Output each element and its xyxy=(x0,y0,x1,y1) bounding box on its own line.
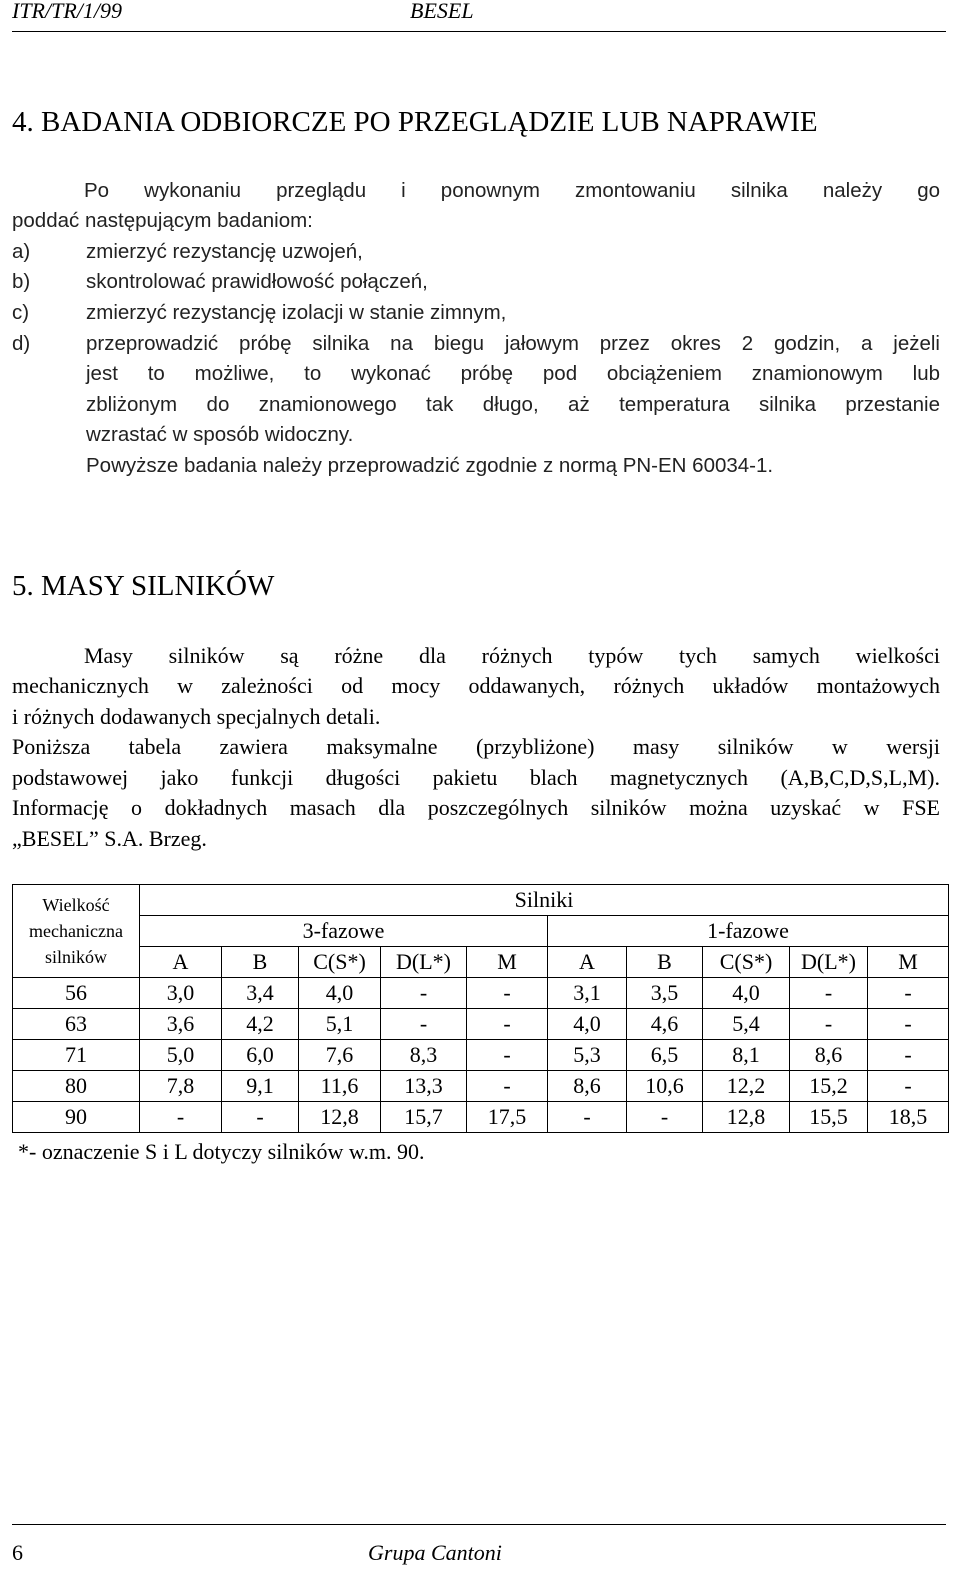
table-subheader-3phase: 3-fazowe xyxy=(140,916,548,947)
table-cell: - xyxy=(467,1040,548,1071)
table-row-header: Wielkość mechaniczna silników xyxy=(13,885,140,978)
table-cell: 15,2 xyxy=(790,1071,868,1102)
table-cell: 3,6 xyxy=(140,1009,222,1040)
page-number: 6 xyxy=(12,1540,23,1565)
table-cell: 4,6 xyxy=(627,1009,703,1040)
paragraph-line: Masy silników są różne dla różnych typów tych samych wielkości xyxy=(84,643,940,668)
motor-mass-table xyxy=(12,884,949,1133)
table-cell: - xyxy=(868,1009,949,1040)
table-cell: - xyxy=(868,978,949,1009)
paragraph-line: „BESEL” S.A. Brzeg. xyxy=(12,826,207,851)
table-cell: 11,6 xyxy=(299,1071,381,1102)
list-item-line: przeprowadzić próbę silnika na biegu jałowym przez okres 2 godzin, a jeżeli xyxy=(86,332,940,355)
list-item-line: jest to możliwe, to wykonać próbę pod obciążeniem znamionowym lub xyxy=(86,362,940,385)
list-item-label: d) xyxy=(12,332,31,355)
table-cell: 4,2 xyxy=(222,1009,299,1040)
column-header: D(L*) xyxy=(790,947,868,978)
list-item-label: b) xyxy=(12,270,31,293)
section-4-title: 4. BADANIA ODBIORCZE PO PRZEGLĄDZIE LUB NAPRAWIE xyxy=(12,106,818,138)
table-cell: 56 xyxy=(13,978,140,1009)
table-cell: - xyxy=(868,1040,949,1071)
table-cell: 5,3 xyxy=(548,1040,627,1071)
table-cell: 71 xyxy=(13,1040,140,1071)
intro-line-1: Po wykonaniu przeglądu i ponownym zmontowaniu silnika należy go xyxy=(84,179,940,202)
table-cell: 8,1 xyxy=(703,1040,790,1071)
footer-rule xyxy=(12,1524,946,1525)
header-rule xyxy=(12,31,946,32)
table-cell: - xyxy=(222,1102,299,1133)
table-group-header: Silniki xyxy=(140,885,949,916)
column-header: B xyxy=(627,947,703,978)
list-item: zmierzyć rezystancję izolacji w stanie zimnym, xyxy=(86,301,507,324)
table-cell: 8,6 xyxy=(790,1040,868,1071)
table-cell: 4,0 xyxy=(548,1009,627,1040)
paragraph-line: Poniższa tabela zawiera maksymalne (przybliżone) masy silników w wersji xyxy=(12,734,940,759)
table-cell: 17,5 xyxy=(467,1102,548,1133)
column-header: C(S*) xyxy=(299,947,381,978)
table-cell: 15,7 xyxy=(381,1102,467,1133)
table-cell: 4,0 xyxy=(703,978,790,1009)
paragraph-line: i różnych dodawanych specjalnych detali. xyxy=(12,704,381,729)
list-item-line: zbliżonym do znamionowego tak długo, aż temperatura silnika przestanie xyxy=(86,393,940,416)
table-cell: - xyxy=(381,1009,467,1040)
table-cell: 8,3 xyxy=(381,1040,467,1071)
table-cell: 8,6 xyxy=(548,1071,627,1102)
table-cell: - xyxy=(790,1009,868,1040)
table-cell: - xyxy=(381,978,467,1009)
table-cell: 80 xyxy=(13,1071,140,1102)
column-header: M xyxy=(467,947,548,978)
table-cell: 3,0 xyxy=(140,978,222,1009)
table-cell: 3,5 xyxy=(627,978,703,1009)
table-footnote: *- oznaczenie S i L dotyczy silników w.m. 90. xyxy=(18,1139,425,1164)
column-header: M xyxy=(868,947,949,978)
header-company: BESEL xyxy=(410,0,474,23)
table-cell: 10,6 xyxy=(627,1071,703,1102)
paragraph-line: mechanicznych w zależności od mocy oddawanych, różnych układów montażowych xyxy=(12,673,940,698)
paragraph-line: podstawowej jako funkcji długości pakietu blach magnetycznych (A,B,C,D,S,L,M). xyxy=(12,765,940,790)
table-cell: 18,5 xyxy=(868,1102,949,1133)
table-cell: 13,3 xyxy=(381,1071,467,1102)
list-item: zmierzyć rezystancję uzwojeń, xyxy=(86,240,363,263)
list-item-label: c) xyxy=(12,301,30,324)
table-cell: - xyxy=(467,978,548,1009)
table-cell: 90 xyxy=(13,1102,140,1133)
table-row xyxy=(13,978,949,1009)
table-row xyxy=(13,1071,949,1102)
footer-company: Grupa Cantoni xyxy=(368,1540,502,1565)
table-cell: - xyxy=(467,1009,548,1040)
paragraph-line: Informację o dokładnych masach dla poszczególnych silników można uzyskać w FSE xyxy=(12,795,940,820)
list-item: skontrolować prawidłowość połączeń, xyxy=(86,270,428,293)
column-header: B xyxy=(222,947,299,978)
table-cell: 3,1 xyxy=(548,978,627,1009)
list-item-label: a) xyxy=(12,240,31,263)
table-row xyxy=(13,1102,949,1133)
table-cell: 15,5 xyxy=(790,1102,868,1133)
table-cell: 7,6 xyxy=(299,1040,381,1071)
table-cell: 12,8 xyxy=(299,1102,381,1133)
table-cell: 4,0 xyxy=(299,978,381,1009)
table-cell: 5,4 xyxy=(703,1009,790,1040)
table-cell: - xyxy=(548,1102,627,1133)
table-cell: 9,1 xyxy=(222,1071,299,1102)
column-header: D(L*) xyxy=(381,947,467,978)
column-header: C(S*) xyxy=(703,947,790,978)
table-row xyxy=(13,1009,949,1040)
table-cell: 5,1 xyxy=(299,1009,381,1040)
table-cell: 3,4 xyxy=(222,978,299,1009)
table-cell: - xyxy=(467,1071,548,1102)
list-item-line: wzrastać w sposób widoczny. xyxy=(86,423,354,446)
table-cell: 12,2 xyxy=(703,1071,790,1102)
table-cell: 7,8 xyxy=(140,1071,222,1102)
table-cell: - xyxy=(868,1071,949,1102)
section-5-title: 5. MASY SILNIKÓW xyxy=(12,570,275,602)
column-header: A xyxy=(548,947,627,978)
table-cell: - xyxy=(790,978,868,1009)
intro-line-2: poddać następującym badaniom: xyxy=(12,209,313,232)
table-cell: - xyxy=(627,1102,703,1133)
table-cell: 6,0 xyxy=(222,1040,299,1071)
table-subheader-1phase: 1-fazowe xyxy=(548,916,949,947)
table-cell: 12,8 xyxy=(703,1102,790,1133)
table-cell: 6,5 xyxy=(627,1040,703,1071)
table-cell: - xyxy=(140,1102,222,1133)
header-doc-code: ITR/TR/1/99 xyxy=(12,0,123,23)
table-cell: 5,0 xyxy=(140,1040,222,1071)
table-row xyxy=(13,1040,949,1071)
table-column-headers xyxy=(13,947,949,978)
column-header: A xyxy=(140,947,222,978)
standard-note: Powyższe badania należy przeprowadzić zgodnie z normą PN-EN 60034-1. xyxy=(86,454,774,477)
table-cell: 63 xyxy=(13,1009,140,1040)
